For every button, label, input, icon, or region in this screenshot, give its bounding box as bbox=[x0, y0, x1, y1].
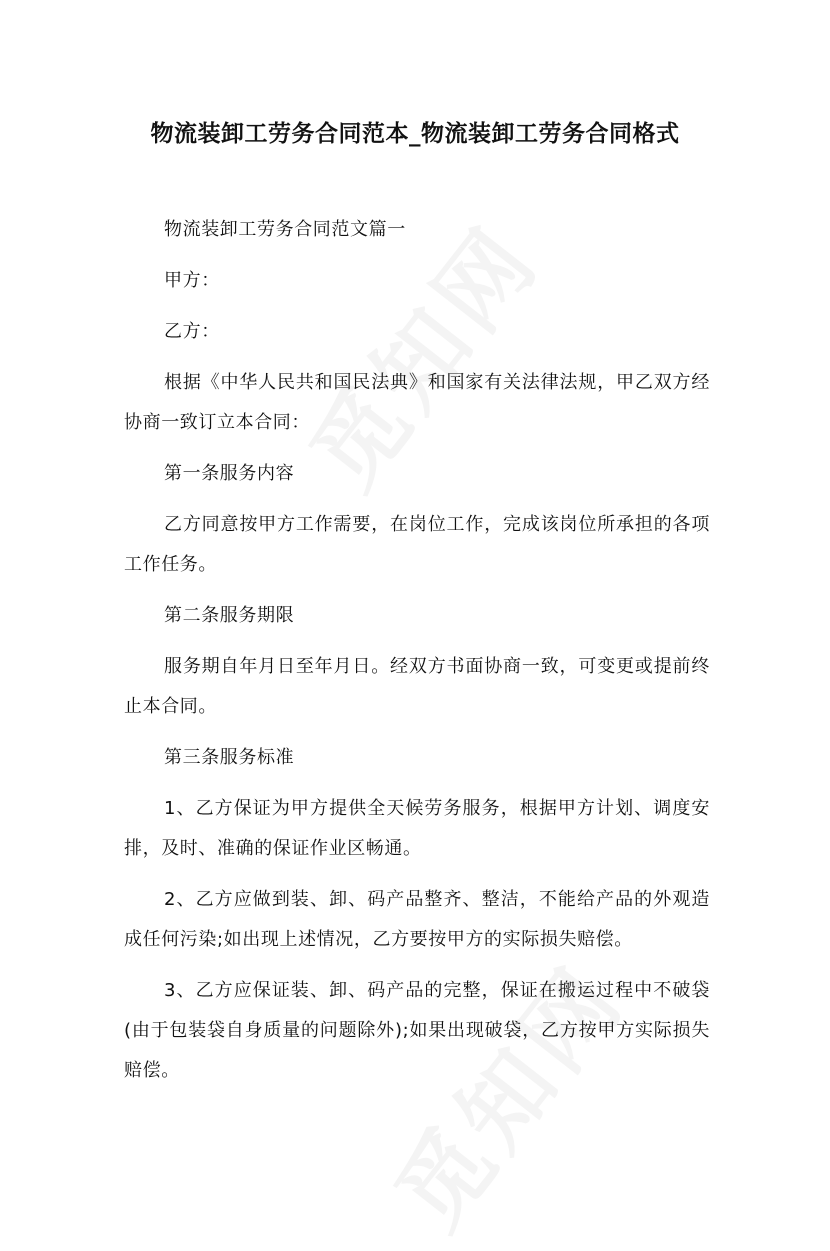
party-a-line: 甲方： bbox=[164, 270, 220, 291]
list-item: 2、乙方应做到装、卸、码产品整齐、整洁，不能给产品的外观造成任何污染;如出现上述情况，乙方要按甲方的实际损失赔偿。 bbox=[124, 889, 710, 950]
body-paragraph: 乙方同意按甲方工作需要，在岗位工作，完成该岗位所承担的各项工作任务。 bbox=[124, 514, 710, 575]
document-body bbox=[124, 210, 710, 1102]
body-paragraph: 服务期自年月日至年月日。经双方书面协商一致，可变更或提前终止本合同。 bbox=[124, 656, 710, 717]
document-title: 物流装卸工劳务合同范本_物流装卸工劳务合同格式 bbox=[150, 121, 680, 147]
article-heading: 第三条服务标准 bbox=[164, 747, 295, 768]
party-b-line: 乙方： bbox=[164, 321, 220, 342]
section-heading: 物流装卸工劳务合同范文篇一 bbox=[164, 219, 406, 240]
list-item: 1、乙方保证为甲方提供全天候劳务服务，根据甲方计划、调度安排，及时、准确的保证作业区畅通。 bbox=[124, 798, 710, 859]
list-item: 3、乙方应保证装、卸、码产品的完整，保证在搬运过程中不破袋(由于包装袋自身质量的问题除外);如果出现破袋，乙方按甲方实际损失赔偿。 bbox=[124, 980, 710, 1081]
article-heading: 第二条服务期限 bbox=[164, 605, 295, 626]
preamble-paragraph: 根据《中华人民共和国民法典》和国家有关法律法规，甲乙双方经协商一致订立本合同： bbox=[124, 372, 710, 433]
article-heading: 第一条服务内容 bbox=[164, 463, 295, 484]
